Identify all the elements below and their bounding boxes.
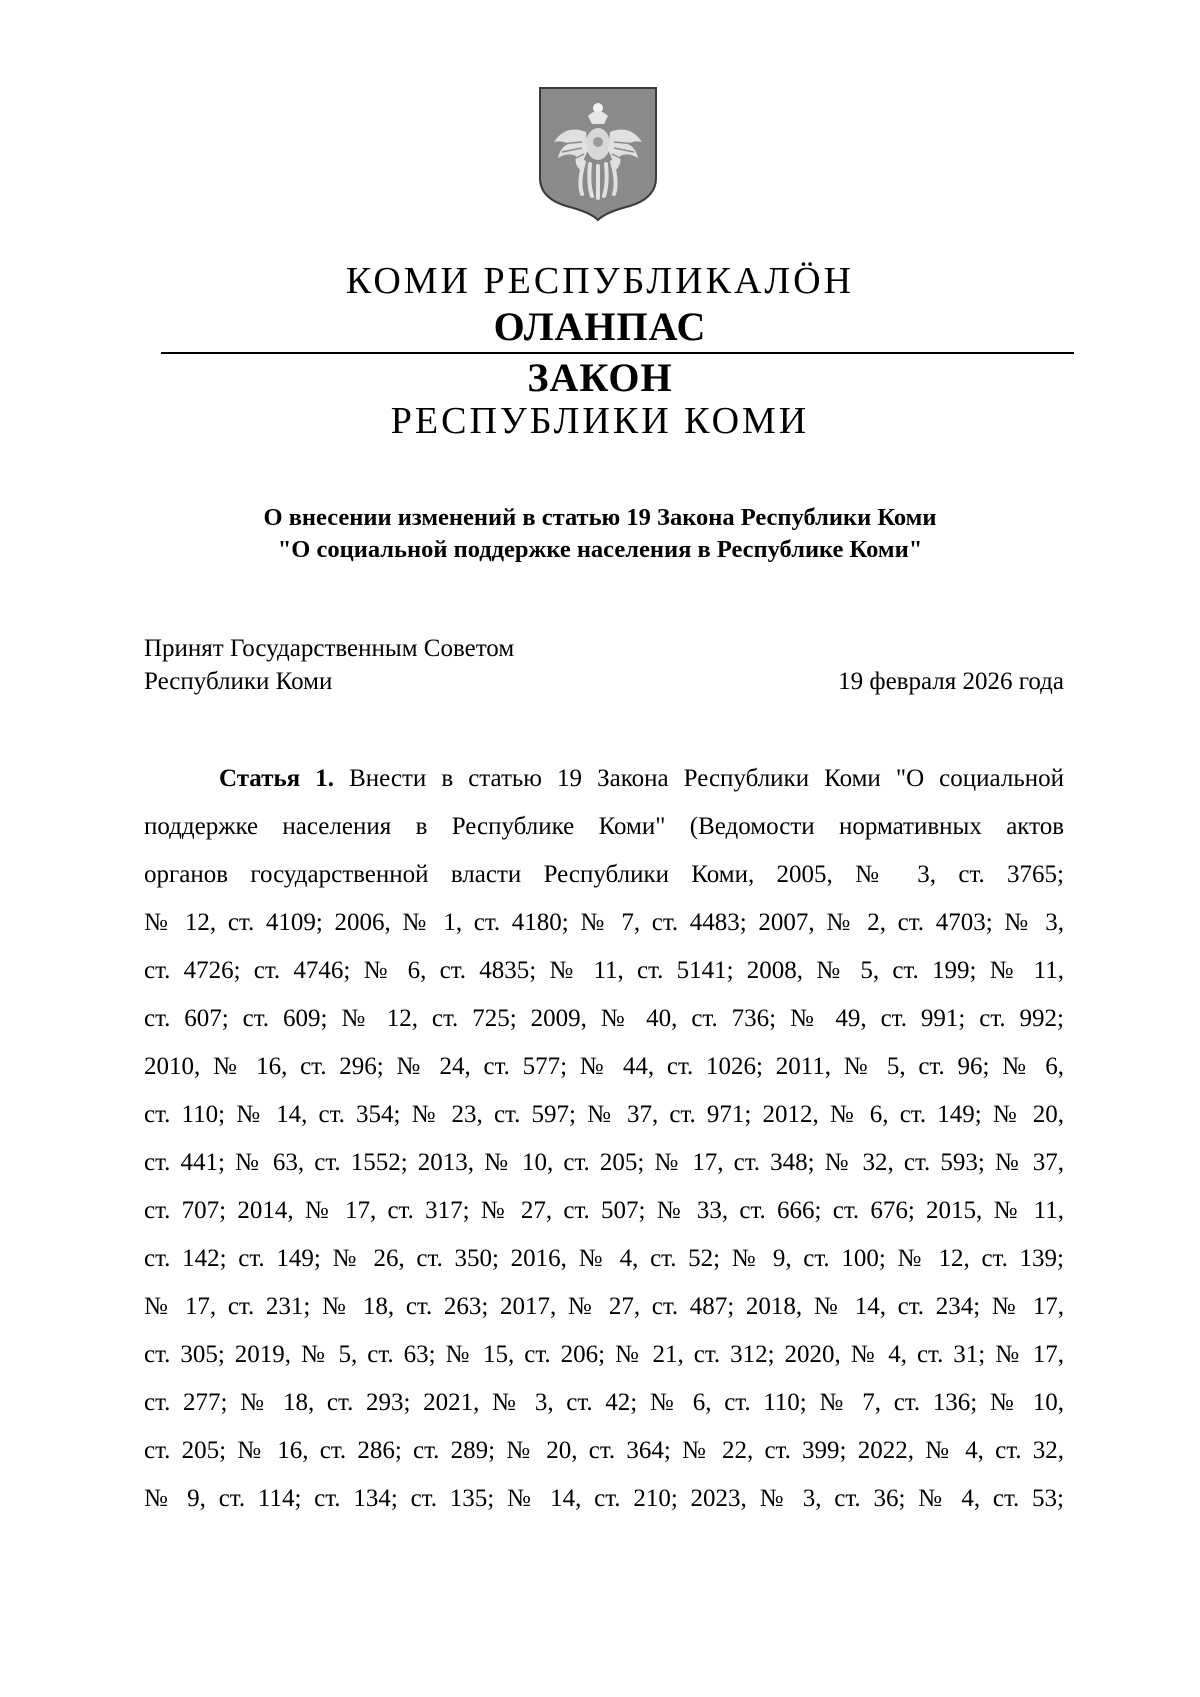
article-line: ст. 305; 2019, № 5, ст. 63; № 15, ст. 206; № 21, ст. 312; 2020, № 4, ст. 31; № 17, <box>144 1341 1064 1368</box>
article-line <box>144 762 1064 810</box>
law-title-line-2: "О социальной поддержке населения в Республике Коми" <box>277 536 923 563</box>
article-heading: Статья 1. <box>219 765 335 792</box>
article-1 <box>144 762 1064 1530</box>
article-line: № 17, ст. 231; № 18, ст. 263; 2017, № 27, ст. 487; 2018, № 14, ст. 234; № 17, <box>144 1293 1064 1320</box>
article-line: № 12, ст. 4109; 2006, № 1, ст. 4180; № 7, ст. 4483; 2007, № 2, ст. 4703; № 3, <box>144 909 1064 936</box>
article-line: № 9, ст. 114; ст. 134; ст. 135; № 14, ст. 210; 2023, № 3, ст. 36; № 4, ст. 53; <box>144 1485 1064 1512</box>
article-line: ст. 707; 2014, № 17, ст. 317; № 27, ст. 507; № 33, ст. 666; ст. 676; 2015, № 11, <box>144 1197 1064 1224</box>
republic-komi-title: РЕСПУБЛИКИ КОМИ <box>390 400 810 442</box>
article-line: поддержке населения в Республике Коми" (Ведомости нормативных актов <box>144 813 1064 840</box>
adoption-date: 19 февраля 2026 года <box>838 668 1064 695</box>
article-line: ст. 277; № 18, ст. 293; 2021, № 3, ст. 42; № 6, ст. 110; № 7, ст. 136; № 10, <box>144 1389 1064 1416</box>
adoption-line-2-row <box>144 665 1064 698</box>
komi-republic-title: КОМИ РЕСПУБЛИКАЛÖН <box>345 260 855 302</box>
adoption-block <box>144 632 1064 698</box>
article-line: ст. 205; № 16, ст. 286; ст. 289; № 20, ст. 364; № 22, ст. 399; 2022, № 4, ст. 32, <box>144 1437 1064 1464</box>
adoption-line-1: Принят Государственным Советом <box>144 635 515 662</box>
article-line-text: Внести в статью 19 Закона Республики Коми "О социальной <box>349 765 1064 792</box>
coat-of-arms-komi-icon <box>538 86 658 222</box>
article-line: ст. 142; ст. 149; № 26, ст. 350; 2016, № 4, ст. 52; № 9, ст. 100; № 12, ст. 139; <box>144 1245 1064 1272</box>
article-line: ст. 4726; ст. 4746; № 6, ст. 4835; № 11, ст. 5141; 2008, № 5, ст. 199; № 11, <box>144 957 1064 984</box>
olanpas-title: ОЛАНПАС <box>493 304 707 349</box>
article-line: органов государственной власти Республики Коми, 2005, № 3, ст. 3765; <box>144 861 1064 888</box>
article-line: ст. 441; № 63, ст. 1552; 2013, № 10, ст. 205; № 17, ст. 348; № 32, ст. 593; № 37, <box>144 1149 1064 1176</box>
zakon-title: ЗАКОН <box>527 355 673 400</box>
adoption-line-2: Республики Коми <box>144 668 333 695</box>
article-line: ст. 110; № 14, ст. 354; № 23, ст. 597; № 37, ст. 971; 2012, № 6, ст. 149; № 20, <box>144 1101 1064 1128</box>
law-title-line-1: О внесении изменений в статью 19 Закона Республики Коми <box>263 504 937 531</box>
law-title <box>0 502 1200 566</box>
article-line: 2010, № 16, ст. 296; № 24, ст. 577; № 44, ст. 1026; 2011, № 5, ст. 96; № 6, <box>144 1053 1064 1080</box>
article-line: ст. 607; ст. 609; № 12, ст. 725; 2009, № 40, ст. 736; № 49, ст. 991; ст. 992; <box>144 1005 1064 1032</box>
